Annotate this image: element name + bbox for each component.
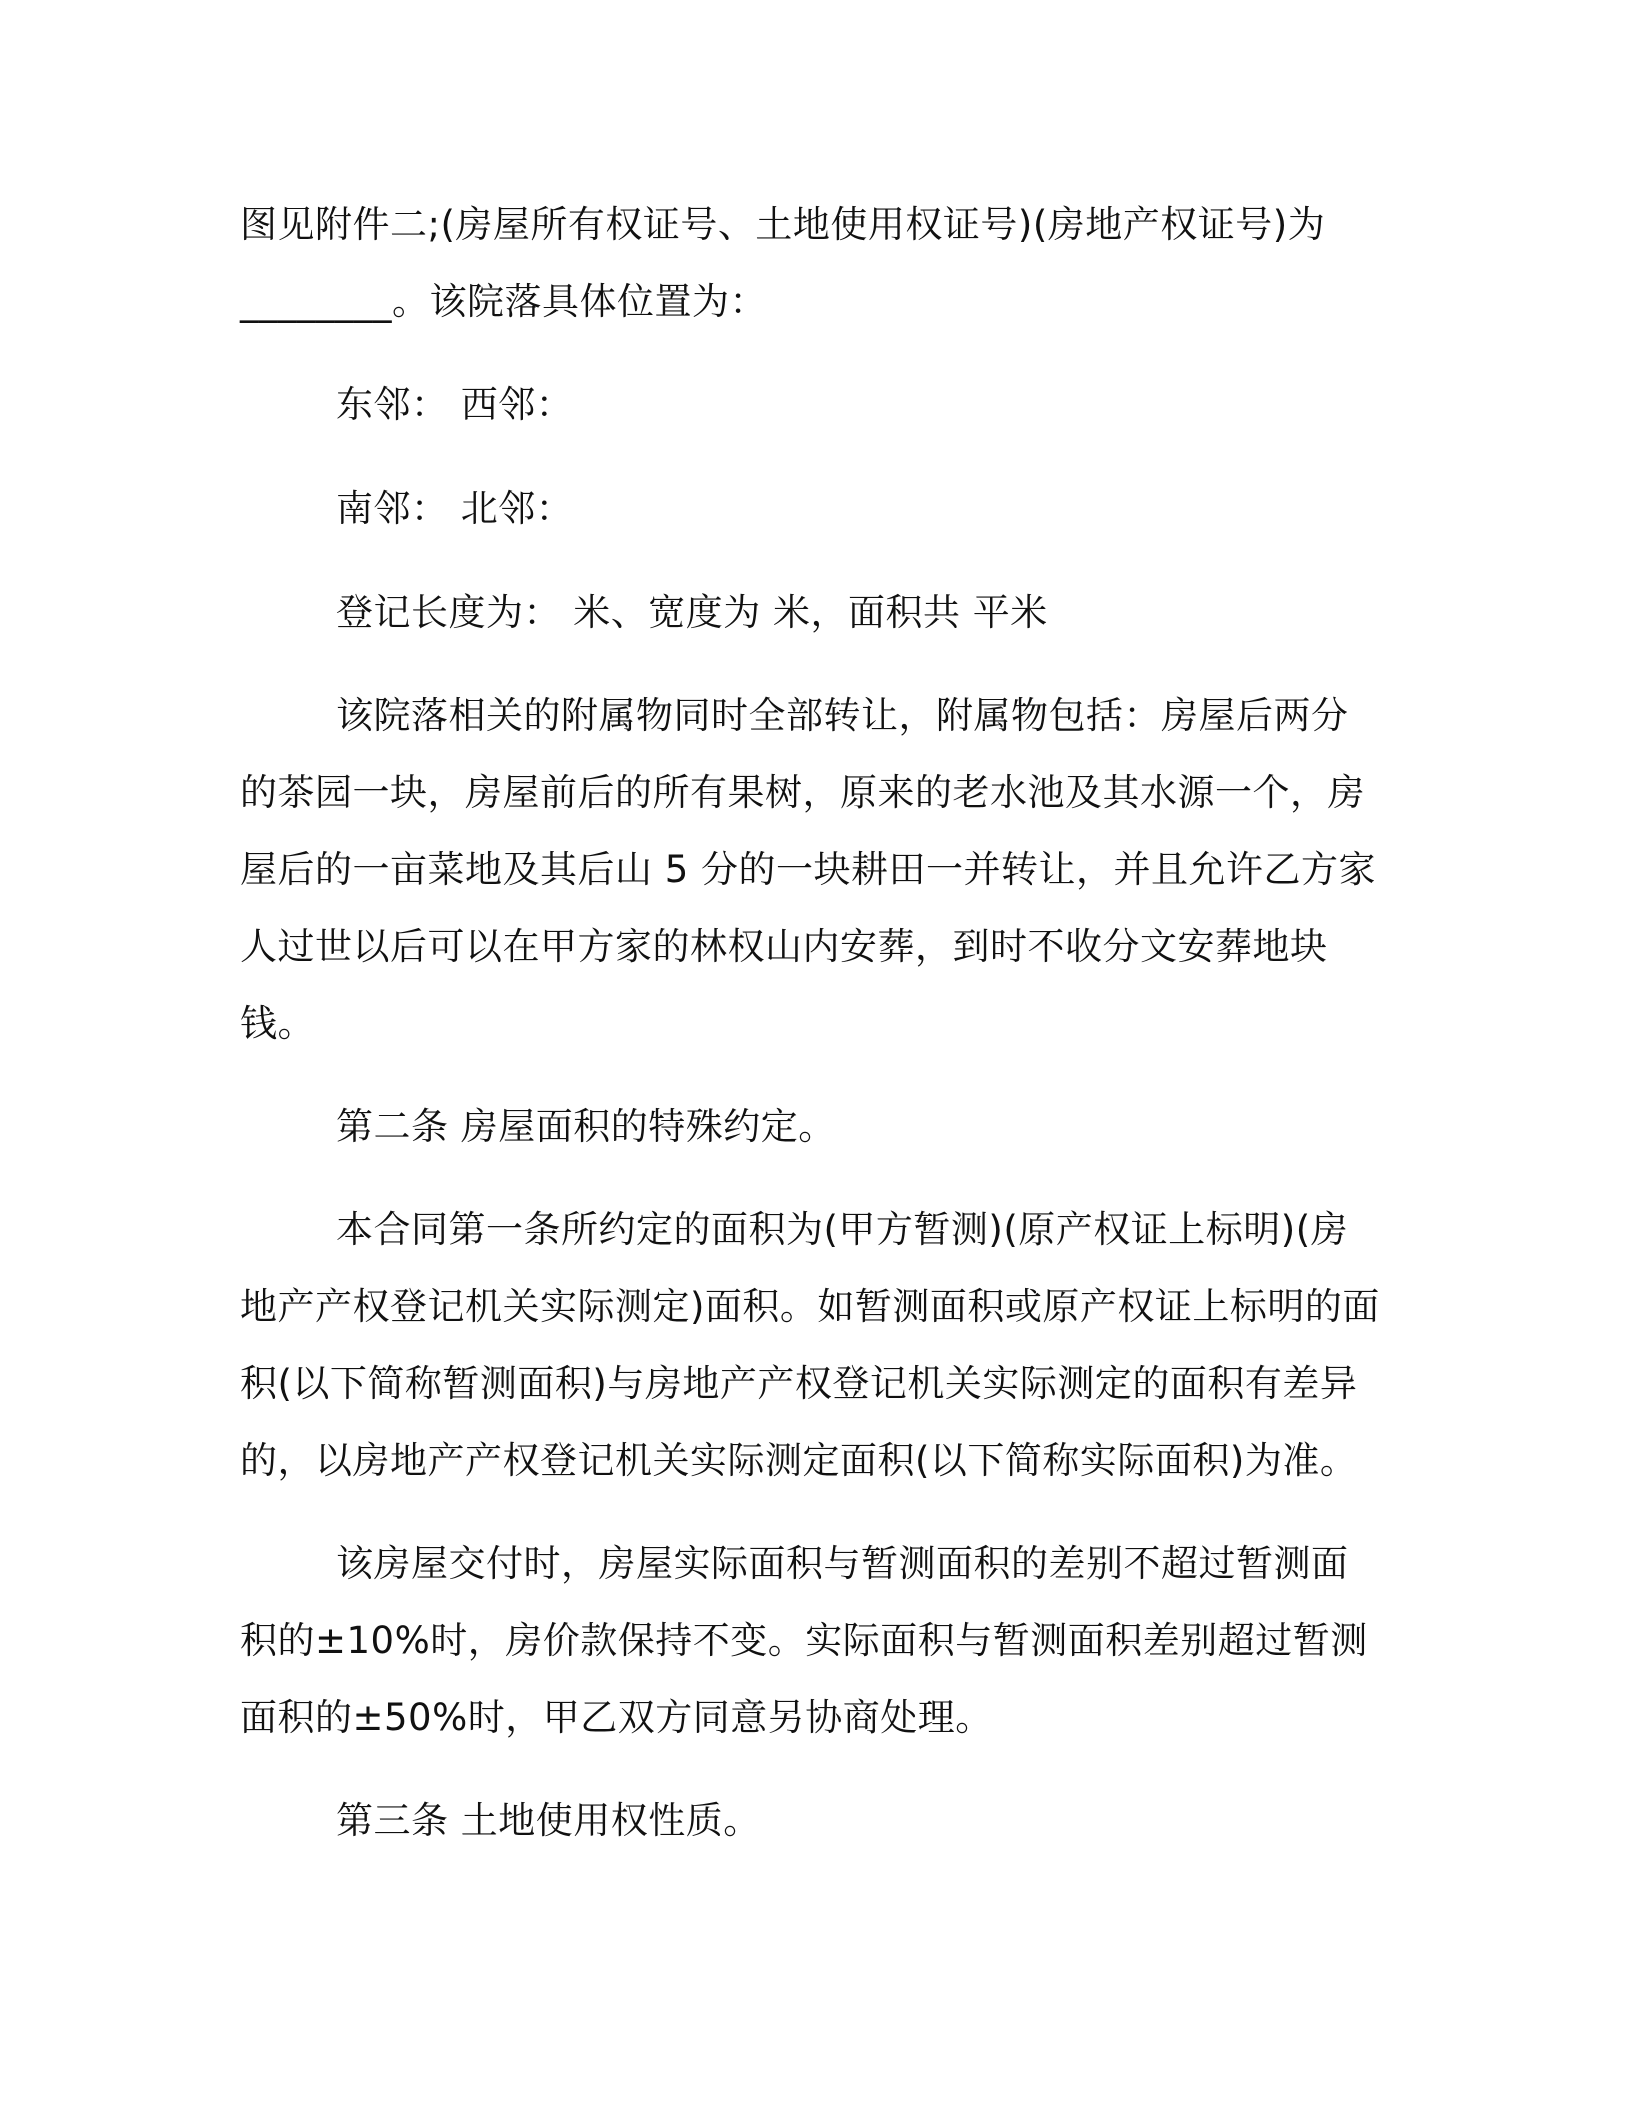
article-two-heading: 第二条 房屋面积的特殊约定。 [336,1105,836,1148]
document-body [240,186,1380,1859]
paragraph-area-difference: 该房屋交付时，房屋实际面积与暂测面积的差别不超过暂测面积的±10%时，房价款保持不变。实际面积与暂测面积差别超过暂测面积的±50%时，甲乙双方同意另协商处理。 [240,1542,1368,1739]
paragraph-area-agreement: 本合同第一条所约定的面积为(甲方暂测)(原产权证上标明)(房地产产权登记机关实际测定)面积。如暂测面积或原产权证上标明的面积(以下简称暂测面积)与房地产产权登记机关实际测定的面积有差异的，以房地产产权登记机关实际测定面积(以下简称实际面积)为准。 [240,1208,1380,1482]
paragraph-attachments-transfer: 该院落相关的附属物同时全部转让，附属物包括：房屋后两分的茶园一块，房屋前后的所有果树，原来的老水池及其水源一个，房屋后的一亩菜地及其后山 5 分的一块耕田一并转让，并且允许乙方家人过世以后可以在甲方家的林权山内安葬，到时不收分文安葬地块钱。 [240,694,1377,1045]
paragraph-east-west-neighbors: 东邻： 西邻： [336,383,574,426]
article-three-heading: 第三条 土地使用权性质。 [336,1799,761,1842]
paragraph-south-north-neighbors: 南邻： 北邻： [336,487,574,530]
paragraph-location-intro: 图见附件二;(房屋所有权证号、土地使用权证号)(房地产权证号)为 ________。该院落具体位置为： [240,203,1326,323]
paragraph-registered-dimensions: 登记长度为： 米、宽度为 米，面积共 平米 [336,591,1048,634]
